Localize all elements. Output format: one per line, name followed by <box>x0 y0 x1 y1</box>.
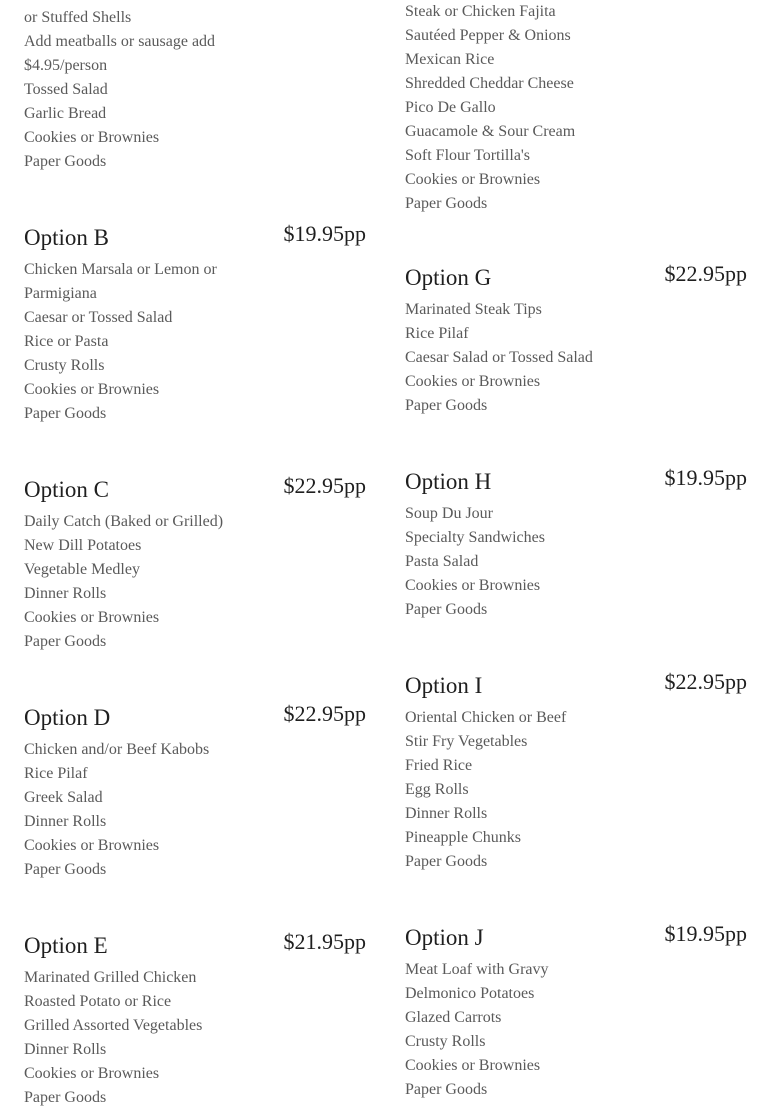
menu-item: Paper Goods <box>405 397 488 414</box>
menu-item: Cookies or Brownies <box>405 373 541 390</box>
menu-item: Dinner Rolls <box>24 813 107 830</box>
option-e <box>24 929 366 1110</box>
menu-item: Paper Goods <box>405 853 488 870</box>
menu-item: Cookies or Brownies <box>24 609 160 626</box>
menu-items <box>405 0 747 216</box>
menu-item: Rice Pilaf <box>24 765 88 782</box>
menu-item: Caesar Salad or Tossed Salad <box>405 349 593 366</box>
menu-item: Guacamole & Sour Cream <box>405 123 576 140</box>
option-g <box>405 261 747 418</box>
menu-item: Soup Du Jour <box>405 505 494 522</box>
menu-item: $4.95/person <box>24 57 108 74</box>
menu-item: Dinner Rolls <box>405 805 488 822</box>
option-price: $22.95pp <box>664 261 747 286</box>
menu-item: Marinated Steak Tips <box>405 301 542 318</box>
menu-item: Paper Goods <box>24 405 107 422</box>
menu-item: Paper Goods <box>24 1089 107 1106</box>
option-price: $19.95pp <box>283 221 366 246</box>
menu-item: Chicken and/or Beef Kabobs <box>24 741 210 758</box>
option-j <box>405 921 747 1102</box>
menu-item: Sautéed Pepper & Onions <box>405 27 571 44</box>
menu-item: Pico De Gallo <box>405 99 496 116</box>
menu-item: Steak or Chicken Fajita <box>405 3 556 20</box>
option-d <box>24 701 366 882</box>
option-b <box>24 221 366 426</box>
option-title: Option E <box>24 933 108 958</box>
menu-item: Cookies or Brownies <box>24 129 160 146</box>
option-price: $22.95pp <box>664 669 747 694</box>
menu-item: Parmigiana <box>24 285 97 302</box>
option-title: Option D <box>24 705 111 730</box>
menu-item: Add meatballs or sausage add <box>24 33 216 50</box>
menu-item: Cookies or Brownies <box>405 577 541 594</box>
menu-item: Shredded Cheddar Cheese <box>405 75 574 92</box>
menu-items <box>405 958 747 1102</box>
menu-item: Delmonico Potatoes <box>405 985 535 1002</box>
menu-items <box>24 738 366 882</box>
menu-items <box>24 510 366 654</box>
menu-item: Pineapple Chunks <box>405 829 521 846</box>
menu-items <box>24 258 366 426</box>
menu-item: Grilled Assorted Vegetables <box>24 1017 203 1034</box>
menu-item: Cookies or Brownies <box>405 1057 541 1074</box>
menu-item: Cookies or Brownies <box>24 837 160 854</box>
menu-item: Crusty Rolls <box>405 1033 486 1050</box>
menu-item: Chicken Marsala or Lemon or <box>24 261 217 278</box>
option-title: Option G <box>405 265 492 290</box>
menu-items <box>405 502 747 622</box>
menu-item: Glazed Carrots <box>405 1009 502 1026</box>
menu-item: Rice or Pasta <box>24 333 109 350</box>
menu-item: Crusty Rolls <box>24 357 105 374</box>
option-i <box>405 669 747 874</box>
option-c <box>24 473 366 654</box>
menu-item: Tossed Salad <box>24 81 108 98</box>
menu-item: Oriental Chicken or Beef <box>405 709 567 726</box>
menu-item: Egg Rolls <box>405 781 469 798</box>
menu-item: Dinner Rolls <box>24 1041 107 1058</box>
option-h <box>405 465 747 622</box>
option-price: $19.95pp <box>664 921 747 946</box>
menu-item: or Stuffed Shells <box>24 9 132 26</box>
menu-items <box>405 706 747 874</box>
menu-item: Mexican Rice <box>405 51 495 68</box>
option-title: Option J <box>405 925 484 950</box>
menu-item: Roasted Potato or Rice <box>24 993 172 1010</box>
option-title: Option I <box>405 673 483 698</box>
option-price: $22.95pp <box>283 473 366 498</box>
menu-item: Fried Rice <box>405 757 473 774</box>
option-title: Option B <box>24 225 109 250</box>
menu-items <box>405 298 747 418</box>
menu-item: Cookies or Brownies <box>405 171 541 188</box>
menu-item: Paper Goods <box>24 633 107 650</box>
menu-items <box>24 6 366 174</box>
menu-item: Rice Pilaf <box>405 325 469 342</box>
menu-item: Vegetable Medley <box>24 561 140 578</box>
menu-item: Cookies or Brownies <box>24 381 160 398</box>
menu-item: Paper Goods <box>24 153 107 170</box>
option-price: $22.95pp <box>283 701 366 726</box>
menu-item: Greek Salad <box>24 789 103 806</box>
option-partial-right <box>405 0 747 216</box>
menu-item: Dinner Rolls <box>24 585 107 602</box>
option-price: $19.95pp <box>664 465 747 490</box>
menu-item: Marinated Grilled Chicken <box>24 969 197 986</box>
menu-items <box>24 966 366 1110</box>
option-title: Option H <box>405 469 492 494</box>
menu-item: Paper Goods <box>24 861 107 878</box>
menu-item: New Dill Potatoes <box>24 537 142 554</box>
menu-item: Paper Goods <box>405 195 488 212</box>
menu-item: Garlic Bread <box>24 105 107 122</box>
menu-item: Paper Goods <box>405 1081 488 1098</box>
menu-item: Daily Catch (Baked or Grilled) <box>24 513 224 530</box>
menu-item: Specialty Sandwiches <box>405 529 545 546</box>
menu-item: Caesar or Tossed Salad <box>24 309 173 326</box>
menu-item: Meat Loaf with Gravy <box>405 961 549 978</box>
option-title: Option C <box>24 477 109 502</box>
menu-item: Stir Fry Vegetables <box>405 733 528 750</box>
menu-item: Soft Flour Tortilla's <box>405 147 531 164</box>
menu-item: Paper Goods <box>405 601 488 618</box>
option-partial-left <box>24 6 366 174</box>
option-price: $21.95pp <box>283 929 366 954</box>
menu-item: Pasta Salad <box>405 553 479 570</box>
menu-item: Cookies or Brownies <box>24 1065 160 1082</box>
